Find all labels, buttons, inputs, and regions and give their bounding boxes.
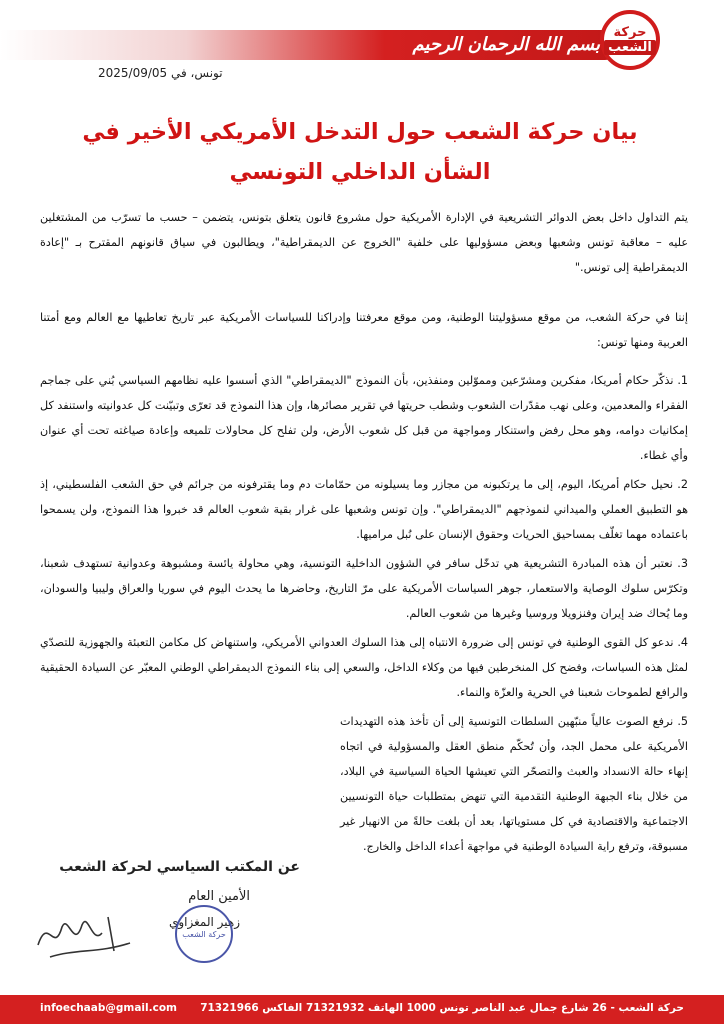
official-stamp xyxy=(175,905,233,963)
logo-line1: حركة xyxy=(613,25,647,40)
footer-email[interactable]: infoechaab@gmail.com xyxy=(40,1002,177,1014)
footer-address: حركة الشعب - 26 شارع جمال عبد الناصر تونس 1000 الهاتف 71321932 الفاكس 71321966 xyxy=(200,1002,684,1014)
footer-bar xyxy=(0,995,724,1024)
signature-block xyxy=(30,855,300,975)
signature-department: عن المكتب السياسي لحركة الشعب xyxy=(59,859,300,875)
stamp-text: حركة الشعب xyxy=(182,929,226,939)
list-item: 5. نرفع الصوت عالياً منبّهين السلطات التونسية إلى أن تأخذ هذه التهديدات الأمريكية على محمل الجد، وأن تُحكّم منطق العقل والمسؤولية في اتجاه إنهاء حالة الانسداد والعبث والتصحّر التي تعيشها الحياة السياسية في البلاد، من خلال بناء الجبهة الوطنية التقدمية التي تنهض بمتطلبات حياة التونسيين الاجتماعية والاقتصادية في كل مستوياتها، بعد أن بلغت حالةً من الانهيار غير مسبوقة، وترفع راية السيادة الوطنية في مواجهة أعداء الداخل والخارج. xyxy=(340,715,688,853)
list-item: 1. نذكّر حكام أمريكا، مفكرين ومشرّعين ومموّلين ومنفذين، بأن النموذج "الديمقراطي" الذي أسسوا عليه نظامهم السياسي بُني على جماجم الفقراء والمعدمين، وعلى نهب مقدّرات الشعوب وشطب حريتها في تقرير مصائرها، وإن هذا النموذج قد تعرّى وتبيّنت كل عدوانيته واستنفد كل إمكانيات دوامه، وهو محل رفض واستنكار ومواجهة من قبل كل شعوب الأرض، ولن تفلح كل محاولات تلميعه وإعادة صياغته تحت أي عنوان وأي غطاء. xyxy=(39,374,688,462)
list-item: 2. نحيل حكام أمريكا، اليوم، إلى ما يرتكبونه من مجازر وما يسيلونه من حمّامات دم وما يقترفونه من جرائم في حق الشعب الفلسطيني، إذ هو التطبيق العملي والميداني لنموذجهم "الديمقراطي". وإن تونس وشعبها على غرار بقية شعوب العالم قد خبروا هذا النموذج، ولن يسمحوا باعتماده مهما تغلّف بمساحيق الحريات وحقوق الإنسان على نُبل مراميها. xyxy=(40,478,688,541)
list-item: 3. نعتبر أن هذه المبادرة التشريعية هي تدخّل سافر في الشؤون الداخلية التونسية، وهي محاولة يائسة ومشبوهة وعدوانية تستهدف شعبنا، وتكرّس سلوك الوصاية والاستعمار، جوهر السياسات الأمريكية على مرّ التاريخ، وحاضرها ما يحدث اليوم في سوريا والعراق وليبيا والسودان، وما يُحاك ضد إيران وفنزويلا وروسيا وغيرها من شعوب العالم. xyxy=(40,557,688,620)
handwritten-signature-icon xyxy=(30,905,140,965)
statement-title: بيان حركة الشعب حول التدخل الأمريكي الأخير في الشأن الداخلي التونسي xyxy=(82,119,638,185)
party-logo xyxy=(600,10,660,70)
signature-name: زهير المغزاوي xyxy=(168,915,240,929)
position-paragraph: إننا في حركة الشعب، من موقع مسؤوليتنا الوطنية، ومن موقع معرفتنا وإدراكنا للسياسات الأمريكية عبر تاريخ تعاطيها مع العالم ومع أمتنا العربية ومنها تونس: xyxy=(40,311,688,349)
intro-paragraph: يتم التداول داخل بعض الدوائر التشريعية في الإدارة الأمريكية حول مشروع قانون يتعلق بتونس، يتضمن – حسب ما تسرّب من المشتغلين عليه – معاقبة تونس وشعبها وبعض مسؤوليها على خلفية "الخروج عن الديمقراطية"، ويطالبون في سياق قانونهم المقترح بـ "إعادة الديمقراطية إلى تونس." xyxy=(40,211,688,274)
basmala: بسم الله الرحمان الرحيم xyxy=(412,34,600,55)
points-list xyxy=(40,368,688,863)
document-date: تونس، في 2025/09/05 xyxy=(98,66,223,80)
signature-role: الأمين العام xyxy=(188,889,250,904)
list-item: 4. ندعو كل القوى الوطنية في تونس إلى ضرورة الانتباه إلى هذا السلوك العدواني الأمريكي، واستنهاض كل مكامن التعبئة والجهوزية للتصدّي لمثل هذه السياسات، وفضح كل المنخرطين فيها من وكلاء الداخل، والسعي إلى بناء النموذج الديمقراطي الوطني المعبّر عن السيادة الحقيقية والرافع لطموحات شعبنا في الحرية والعزّة والنماء. xyxy=(40,636,688,699)
logo-line2: الشعب xyxy=(604,40,656,55)
